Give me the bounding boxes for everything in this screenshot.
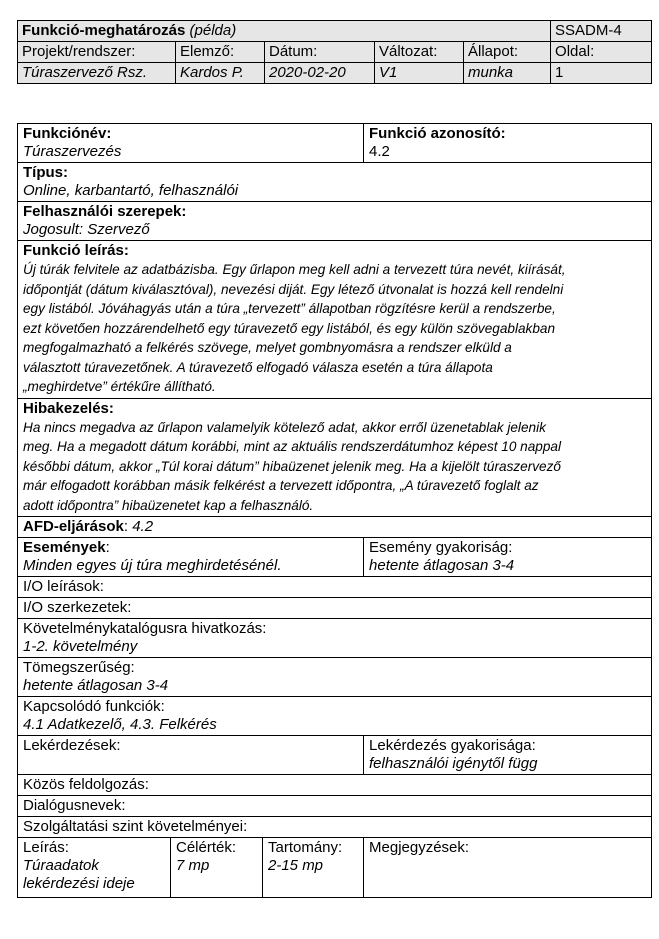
- query-frequency-label: Lekérdezés gyakorisága:: [369, 737, 536, 754]
- requirements-ref-value: 1-2. követelmény: [23, 638, 138, 655]
- roles-cell: [18, 202, 652, 241]
- afd-cell: AFD-eljárások: 4.2: [18, 517, 652, 538]
- sla-target-label: Célérték:: [176, 839, 237, 856]
- error-line: adott időpontra” hibaüzenetet kap a felhasználó.: [23, 497, 314, 513]
- description-label: Funkció leírás:: [23, 242, 129, 259]
- volume-cell: [18, 658, 652, 697]
- event-frequency-cell: [364, 538, 652, 577]
- project-label: Projekt/rendszer:: [18, 42, 176, 63]
- requirements-ref-label: Követelménykatalógusra hivatkozás:: [23, 620, 267, 637]
- event-frequency-value: hetente átlagosan 3-4: [369, 557, 515, 574]
- type-label: Típus:: [23, 164, 68, 181]
- requirements-ref-cell: [18, 619, 652, 658]
- afd-value: 4.2: [132, 518, 154, 535]
- description-line: választott túravezetőnek. A túravezető elfogadó válasza esetén a túra állapota: [23, 359, 493, 375]
- description-text: [23, 260, 646, 397]
- sla-target-cell: [171, 838, 263, 898]
- volume-label: Tömegszerűség:: [23, 659, 135, 676]
- sla-target-value: 7 mp: [176, 857, 210, 874]
- common-processing-cell: Közös feldolgozás:: [18, 775, 652, 796]
- function-id-cell: [364, 124, 652, 163]
- page-value: 1: [551, 63, 652, 84]
- roles-value: Jogosult: Szervező: [23, 221, 150, 238]
- error-line: meg. Ha a megadott dátum korábbi, mint az aktuális rendszerdátumhoz képest 10 nappal: [23, 439, 562, 454]
- roles-label: Felhasználói szerepek:: [23, 203, 187, 220]
- error-handling-cell: [18, 398, 652, 517]
- date-label: Dátum:: [265, 42, 375, 63]
- service-level-cell: Szolgáltatási szint követelményei:: [18, 817, 652, 838]
- analyst-label: Elemző:: [176, 42, 265, 63]
- type-cell: [18, 163, 652, 202]
- related-functions-label: Kapcsolódó funkciók:: [23, 698, 165, 715]
- related-functions-value: 4.1 Adatkezelő, 4.3. Felkérés: [23, 716, 217, 733]
- description-line: Új túrák felvitele az adatbázisba. Egy űrlapon meg kell adni a tervezett túra nevét, kiírását,: [23, 262, 566, 277]
- io-descriptions-cell: I/O leírások:: [18, 577, 652, 598]
- queries-cell: [18, 736, 364, 775]
- function-name-value: Túraszervezés: [23, 143, 122, 160]
- query-frequency-value: felhasználói igénytől függ: [369, 755, 538, 772]
- error-handling-label: Hibakezelés:: [23, 399, 114, 417]
- error-handling-text: [23, 418, 646, 516]
- dialog-names-cell: Dialógusnevek:: [18, 796, 652, 817]
- form-title-note: (példa): [189, 22, 237, 39]
- afd-label: AFD-eljárások: [23, 518, 124, 535]
- sla-notes-cell: [364, 838, 652, 898]
- sla-description-cell: [18, 838, 171, 898]
- form-title-cell: [18, 21, 551, 42]
- date-value: 2020-02-20: [265, 63, 375, 84]
- doc-code: SSADM-4: [551, 21, 652, 42]
- sla-range-cell: [263, 838, 364, 898]
- description-line: időpontját (dátum kiválasztóval), nevezési diját. Egy létező útvonalat is hozzá kell rendelni: [23, 281, 564, 297]
- status-value: munka: [464, 63, 551, 84]
- description-cell: [18, 241, 652, 399]
- volume-value: hetente átlagosan 3-4: [23, 677, 169, 694]
- error-line: későbbi dátum, akkor „Túl korai dátum” hibaüzenet jelenik meg. Ha a kijelölt túraszervező: [23, 458, 561, 474]
- io-structures-cell: I/O szerkezetek:: [18, 598, 652, 619]
- related-functions-cell: [18, 697, 652, 736]
- description-line: „meghirdetve” értékűre állítható.: [23, 379, 216, 394]
- events-value: Minden egyes új túra meghirdetésénél.: [23, 557, 282, 574]
- function-name-label: Funkciónév:: [23, 125, 112, 142]
- events-cell: Események: Minden egyes új túra meghirdetésénél.: [18, 538, 364, 577]
- function-id-label: Funkció azonosító:: [369, 125, 506, 142]
- function-id-value: 4.2: [369, 143, 390, 160]
- error-line: már elfogadott korábban másik felkérést a tervezett időpontra, „A túravezető foglalt az: [23, 478, 539, 493]
- error-line: Ha nincs megadva az űrlapon valamelyik kötelező adat, akkor erről üzenetablak jelenik: [23, 419, 546, 435]
- status-label: Állapot:: [464, 42, 551, 63]
- events-label: Események: [23, 539, 106, 556]
- project-value: Túraszervező Rsz.: [18, 63, 176, 84]
- function-table: [17, 123, 652, 898]
- queries-label: Lekérdezések:: [23, 737, 121, 754]
- type-value: Online, karbantartó, felhasználói: [23, 182, 239, 199]
- page-label: Oldal:: [551, 42, 652, 63]
- function-name-cell: [18, 124, 364, 163]
- sla-range-value: 2-15 mp: [268, 857, 324, 874]
- sla-description-value: Túraadatok lekérdezési ideje: [23, 857, 135, 892]
- description-line: ezt követően hozzárendelhető egy túravezető egy listából, és egy külön szövegablakban: [23, 320, 556, 336]
- description-line: megfogalmazható a felkérés szövege, melyet gombnyomásra a rendszer elküld a: [23, 340, 512, 355]
- query-frequency-cell: [364, 736, 652, 775]
- version-value: V1: [375, 63, 464, 84]
- version-label: Változat:: [375, 42, 464, 63]
- sla-notes-label: Megjegyzések:: [369, 839, 470, 856]
- description-line: egy listából. Jóváhagyás után a túra „tervezett” állapotban rögzítésre kerül a rendszerbe,: [23, 301, 556, 316]
- analyst-value: Kardos P.: [176, 63, 265, 84]
- form-title: Funkció-meghatározás: [22, 22, 186, 39]
- sla-range-label: Tartomány:: [268, 839, 343, 856]
- sla-description-label: Leírás:: [23, 839, 69, 856]
- event-frequency-label: Esemény gyakoriság:: [369, 539, 513, 556]
- header-table: [17, 20, 652, 84]
